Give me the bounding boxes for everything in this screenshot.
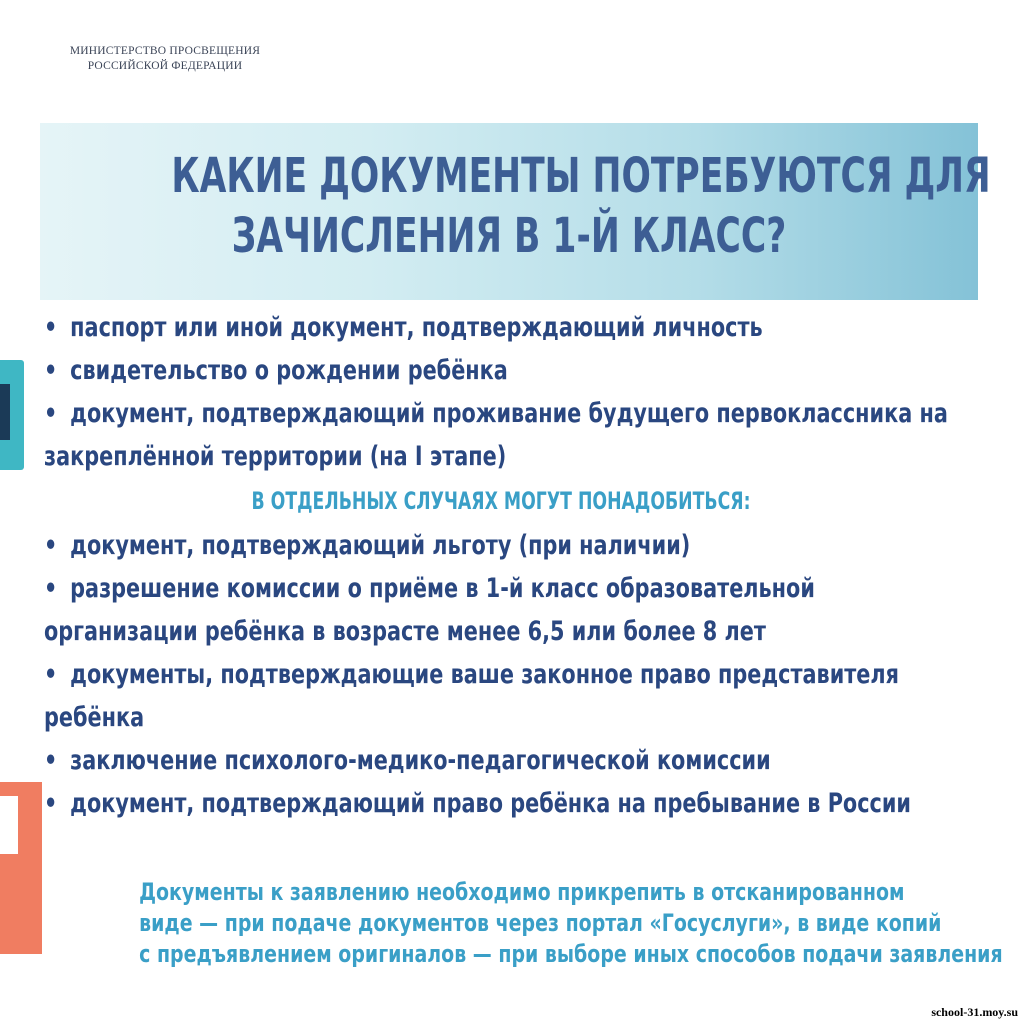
optional-doc-2: • разрешение комиссии о приёме в 1-й класс образовательной bbox=[44, 567, 768, 610]
footer-line-3: с предъявлением оригиналов — при выборе иных способов подачи заявления bbox=[139, 940, 1003, 968]
required-doc-3: • документ, подтверждающий проживание будущего первоклассника на bbox=[44, 392, 768, 435]
document-list bbox=[44, 306, 984, 825]
required-doc-3-cont: закреплённой территории (на I этапе) bbox=[44, 441, 507, 472]
title-line-1: КАКИЕ ДОКУМЕНТЫ ПОТРЕБУЮТСЯ ДЛЯ bbox=[171, 148, 991, 204]
required-doc-2: • свидетельство о рождении ребёнка bbox=[44, 349, 768, 392]
ministry-line-1: МИНИСТЕРСТВО ПРОСВЕЩЕНИЯ bbox=[69, 45, 261, 57]
bullet: • bbox=[44, 788, 58, 819]
decorative-teal-shape bbox=[0, 360, 24, 470]
bullet: • bbox=[44, 530, 58, 561]
page-title bbox=[171, 146, 991, 266]
footer-line-1: Документы к заявлению необходимо прикрепить в отсканированном bbox=[139, 878, 905, 906]
optional-doc-5: • документ, подтверждающий право ребёнка на пребывание в России bbox=[44, 782, 768, 825]
decorative-orange-inner bbox=[0, 796, 18, 854]
title-line-2: ЗАЧИСЛЕНИЯ В 1-Й КЛАСС? bbox=[231, 208, 787, 264]
bullet: • bbox=[44, 355, 58, 386]
bullet: • bbox=[44, 745, 58, 776]
bullet: • bbox=[44, 312, 58, 343]
site-watermark: school-31.moy.su bbox=[931, 1005, 1018, 1019]
optional-doc-3: • документы, подтверждающие ваше законное право представителя bbox=[44, 653, 768, 696]
ministry-logo-text bbox=[52, 44, 278, 74]
footer-line-2: виде — при подаче документов через портал «Госуслуги», в виде копий bbox=[139, 909, 942, 937]
optional-doc-3-cont: ребёнка bbox=[44, 702, 145, 733]
optional-doc-2-cont: организации ребёнка в возрасте менее 6,5 или более 8 лет bbox=[44, 616, 766, 647]
optional-docs-heading: В ОТДЕЛЬНЫХ СЛУЧАЯХ МОГУТ ПОНАДОБИТЬСЯ: bbox=[251, 487, 751, 515]
ministry-line-2: РОССИЙСКОЙ ФЕДЕРАЦИИ bbox=[87, 60, 243, 72]
footer-note bbox=[139, 877, 1003, 970]
required-doc-1: • паспорт или иной документ, подтверждающий личность bbox=[44, 306, 768, 349]
optional-doc-1: • документ, подтверждающий льготу (при наличии) bbox=[44, 524, 768, 567]
bullet: • bbox=[44, 659, 58, 690]
bullet: • bbox=[44, 398, 58, 429]
bullet: • bbox=[44, 573, 58, 604]
optional-doc-4: • заключение психолого-медико-педагогической комиссии bbox=[44, 739, 768, 782]
